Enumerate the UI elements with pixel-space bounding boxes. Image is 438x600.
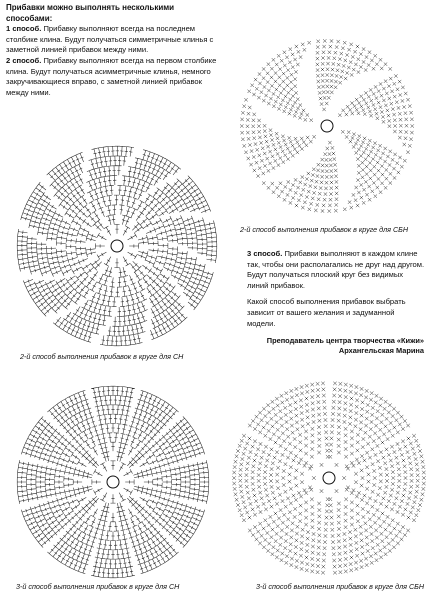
method3-text-block [247, 249, 425, 329]
credit-line2: Архангельская Марина [338, 346, 424, 355]
sn-method2-circle-diagram [10, 142, 224, 350]
method1-paragraph [6, 24, 220, 56]
method1-text: Прибавку выполняют всегда на последнем столбике клина. Будут получаться симметричные клинья с заметной линией прибавок между ними. [6, 24, 214, 55]
method1-label: 1 способ. [6, 24, 42, 34]
method3-label: 3 способ. [247, 249, 283, 258]
method3-paragraph [247, 249, 425, 291]
magic-ring [321, 120, 333, 132]
method2-label: 2 способ. [6, 55, 42, 65]
author-credit [224, 336, 424, 356]
method2-text: Прибавку выполняют всегда на первом столбике клина. Будут получаться асимметричные клинья, немного закручивающиеся вправо, с заметной линией прибавок между ними. [6, 55, 217, 97]
intro-title: Прибавки можно выполнять несколькими способами: [6, 3, 175, 23]
sbn-method3-circle-diagram [222, 378, 436, 578]
method2-paragraph [6, 56, 220, 98]
sn-method3-circle-diagram [6, 382, 220, 578]
sbn-method2-pinwheel-diagram [222, 36, 432, 216]
magic-ring [107, 476, 119, 488]
caption-bottom-right: 3-й способ выполнения прибавок в круге для СБН [256, 582, 425, 591]
method-choice-paragraph: Какой способ выполнения прибавок выбрать зависит от вашего желания и задуманной модели. [247, 297, 406, 328]
magic-ring [323, 472, 335, 484]
caption-top-right: 2-й способ выполнения прибавок в круге для СБН [240, 225, 409, 234]
magic-ring [111, 240, 123, 252]
credit-line1: Преподаватель центра творчества «Кижи» [266, 336, 424, 345]
caption-bottom-left: 3-й способ выполнения прибавок в круге для СН [16, 582, 180, 591]
caption-mid-left: 2-й способ выполнения прибавок в круге для СН [20, 352, 184, 361]
intro-text [6, 3, 220, 98]
method3-text: Прибавки выполняют в каждом клине так, чтобы они располагались не друг над другом. Будут получаться плоский круг без видимых линий прибавок. [247, 249, 425, 290]
